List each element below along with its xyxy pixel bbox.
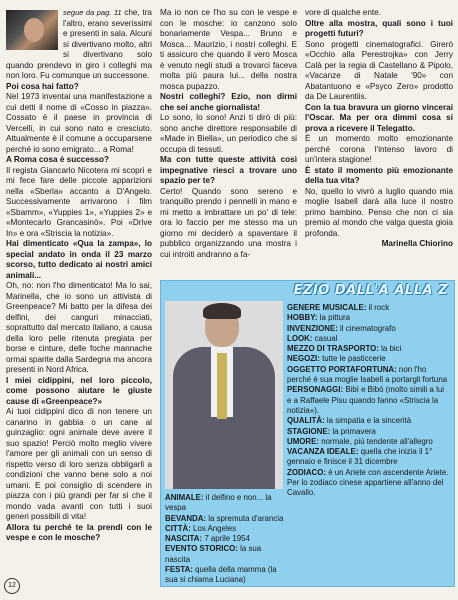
answer: È un momento molto emozionante perché corona l'intenso lavoro di un'intera stagione!: [305, 134, 453, 164]
profile-entry: ANIMALE: il delfino e non... la vespa: [165, 493, 272, 513]
profile-entry: ZODIACO: è un Ariete con ascendente Ariete. Per lo zodiaco cinese appartiene all'anno del Cavallo.: [287, 467, 449, 498]
question: Con la tua bravura un giorno vincerai l'Oscar. Ma per ora dimmi cosa si prova a ricevere il Telegatto.: [305, 102, 453, 133]
answer: Sono progetti cinematografici. Girerò «Occhio alla Perestrojka» con Jerry Calà per la regia di Castellano & Pipolo, «Vacanze di Natale '90» con Abatantuono e «Psyco Zero» prodotto da De Laurentiis.: [305, 39, 453, 101]
answer: Lo sono, lo sono! Anzi ti dirò di più: sono anche direttore responsabile di «Made in Biella», un periodico che si occupa di tessuti.: [160, 113, 297, 154]
box-list-left: [165, 493, 285, 586]
question: A Roma cosa è successo?: [6, 155, 109, 164]
answer: Nel 1973 inventai una manifestazione a cui detti il nome di «Cosso in piazza». Cossato è il paese in provincia di Vercelli, in cui sono nato e cresciuto. Attualmente è il comune a occuparsene perché io sono emigrato... a Roma!: [6, 92, 152, 154]
profile-entry: EVENTO STORICO: la sua nascita: [165, 544, 262, 564]
profile-entry: PERSONAGGI: Bibì e Bibò (molto simili a lui e a Raffaele Pisu quando fanno «Striscia la notizia»).: [287, 385, 444, 415]
answer: Oh, no: non l'ho dimenticato! Ma lo sai, Marinella, che io sono un attivista di Greenpeace? Mi batto per la difesa dei delfini, dei canguri minacciati, soprattutto dal mercato italiano, a causa della loro pelle ritenuta pregiata per borse e cinture, delle foche mannache ormai sparite dalla Sardegna ma ancora presenti in Nord Africa.: [6, 281, 152, 374]
photo-hair: [203, 303, 241, 319]
question: I miei cidippini, nel loro piccolo, come possono aiutare le giuste cause di «Greenpeace?»: [6, 375, 152, 406]
question: Nostri colleghi? Ezio, non dirmi che sei anche giornalista!: [160, 92, 297, 112]
question: Allora tu perché te la prendi con le vespe e con le mosche?: [6, 522, 152, 542]
question: Ma con tutte queste attività così impegnative riesci a trovare uno spazio per te?: [160, 155, 297, 185]
profile-entry: GENERE MUSICALE: il rock: [287, 303, 390, 312]
profile-entry: OGGETTO PORTAFORTUNA: non l'ho perché è sua moglie Isabell a portargli fortuna: [287, 364, 448, 385]
portrait-face: [24, 18, 44, 42]
question: È stato il momento più emozionante della tua vita?: [305, 165, 453, 185]
answer: vore di qualche ente.: [305, 8, 382, 17]
photo-tie: [217, 353, 227, 419]
column-2: [160, 8, 297, 260]
column-1: [6, 8, 152, 544]
profile-entry: QUALITÀ: la simpatia e la sincerità: [287, 416, 412, 426]
box-title: EZIO DALL'A ALLA Z: [293, 283, 448, 298]
question: Oltre alla mostra, quali sono i tuoi progetti futuri?: [305, 18, 453, 38]
continued-note: segue da pag. 11: [63, 8, 122, 17]
profile-entry: LOOK: casual: [287, 333, 338, 343]
profile-entry: MEZZO DI TRASPORTO: la bici: [287, 344, 402, 354]
paragraph: che, tra l'altro, erano severissimi e presenti in sala. Alcuni si divertivano molto, altri si divertivano solo quando prendevo in giro i colleghi ma non loro. Fu comunque un successone.: [6, 8, 152, 80]
page-number: 12: [4, 578, 20, 594]
answer: Certo! Quando sono sereno e tranquillo prendo i pennelli in mano e mi metto a imbrattare un po' di tele: ora lo faccio per me stesso ma un giorno mi deciderò a spaventare il pubblico organizzando una mostra i cui introiti andranno a fa-: [160, 186, 297, 259]
profile-entry: BEVANDA: la spremuta d'arancia: [165, 513, 284, 523]
profile-entry: UMORE: normale, più tendente all'allegro: [287, 436, 433, 446]
column-3: [305, 8, 453, 250]
profile-box: [160, 280, 455, 587]
profile-entry: VACANZA IDEALE: quella che inizia il 1° gennaio e finisce il 31 dicembre: [287, 447, 433, 467]
answer: Il regista Giancarlo Nicotera mi scoprì e mi fece fare delle piccole apparizioni nella «Sberla» accanto a D'Angelo. Successivamente arrivarono i film «Sbamm», «Yuppies 1», «Yuppies 2» e «Montecarlo Grancasinò». Poi «Drive In» e ora «Striscia la notizia».: [6, 165, 152, 238]
ezio-photo: [165, 301, 283, 489]
portrait-photo: [6, 10, 58, 50]
profile-entry: NEGOZI: tutte le pasticcerie: [287, 354, 386, 364]
profile-entry: STAGIONE: la primavera: [287, 426, 376, 436]
profile-entry: INVENZIONE: il cinematografo: [287, 323, 396, 333]
signature: Marinella Chiorino: [381, 239, 453, 248]
answer: Ma io non ce l'ho su con le vespe e con le mosche: io canzono solo bonariamente Vespa... Bruno e Mosca... Maurizio, i nostri colleghi. E ti assicuro che quando il vero Mosca è venuto negli studi a trovarci faceva molta più paura lui... della nostra mosca pupazzo.: [160, 8, 297, 91]
profile-entry: CITTÀ: Los Angeles: [165, 523, 237, 533]
question: Hai dimenticato «Qua la zampa», lo special andato in onda il 23 marzo scorso, tutto dedicato ai nostri amici animali...: [6, 239, 152, 280]
profile-entry: HOBBY: la pittura: [287, 313, 351, 323]
answer: No, quello lo vivrò a luglio quando mia moglie Isabell darà alla luce il nostro primo bambino. Penso che non ci sia premio al mondo che valga questa gioia profonda.: [305, 186, 453, 238]
profile-entry: FESTA: quella della mamma (la sua si chiama Luciana): [165, 565, 277, 585]
answer: Ai tuoi cidippini dico di non tenere un canarino in gabbia o un cane al guinzaglio: ogni animale deve avere il suo spazio! Perciò molto meglio vivere l'amore per gli animali con un senso di rispetto verso di loro senza obbligarli a condizioni che vanno bene solo a noi umani. E poi consiglio di scendere in piazza con i più grandi per far sì che il mondo vada avanti con tutti i suoi generi possibili di vita!: [6, 407, 152, 521]
profile-entry: NASCITA: 7 aprile 1954: [165, 534, 250, 544]
question: Poi cosa hai fatto?: [6, 81, 79, 91]
box-list-right: [287, 303, 449, 499]
